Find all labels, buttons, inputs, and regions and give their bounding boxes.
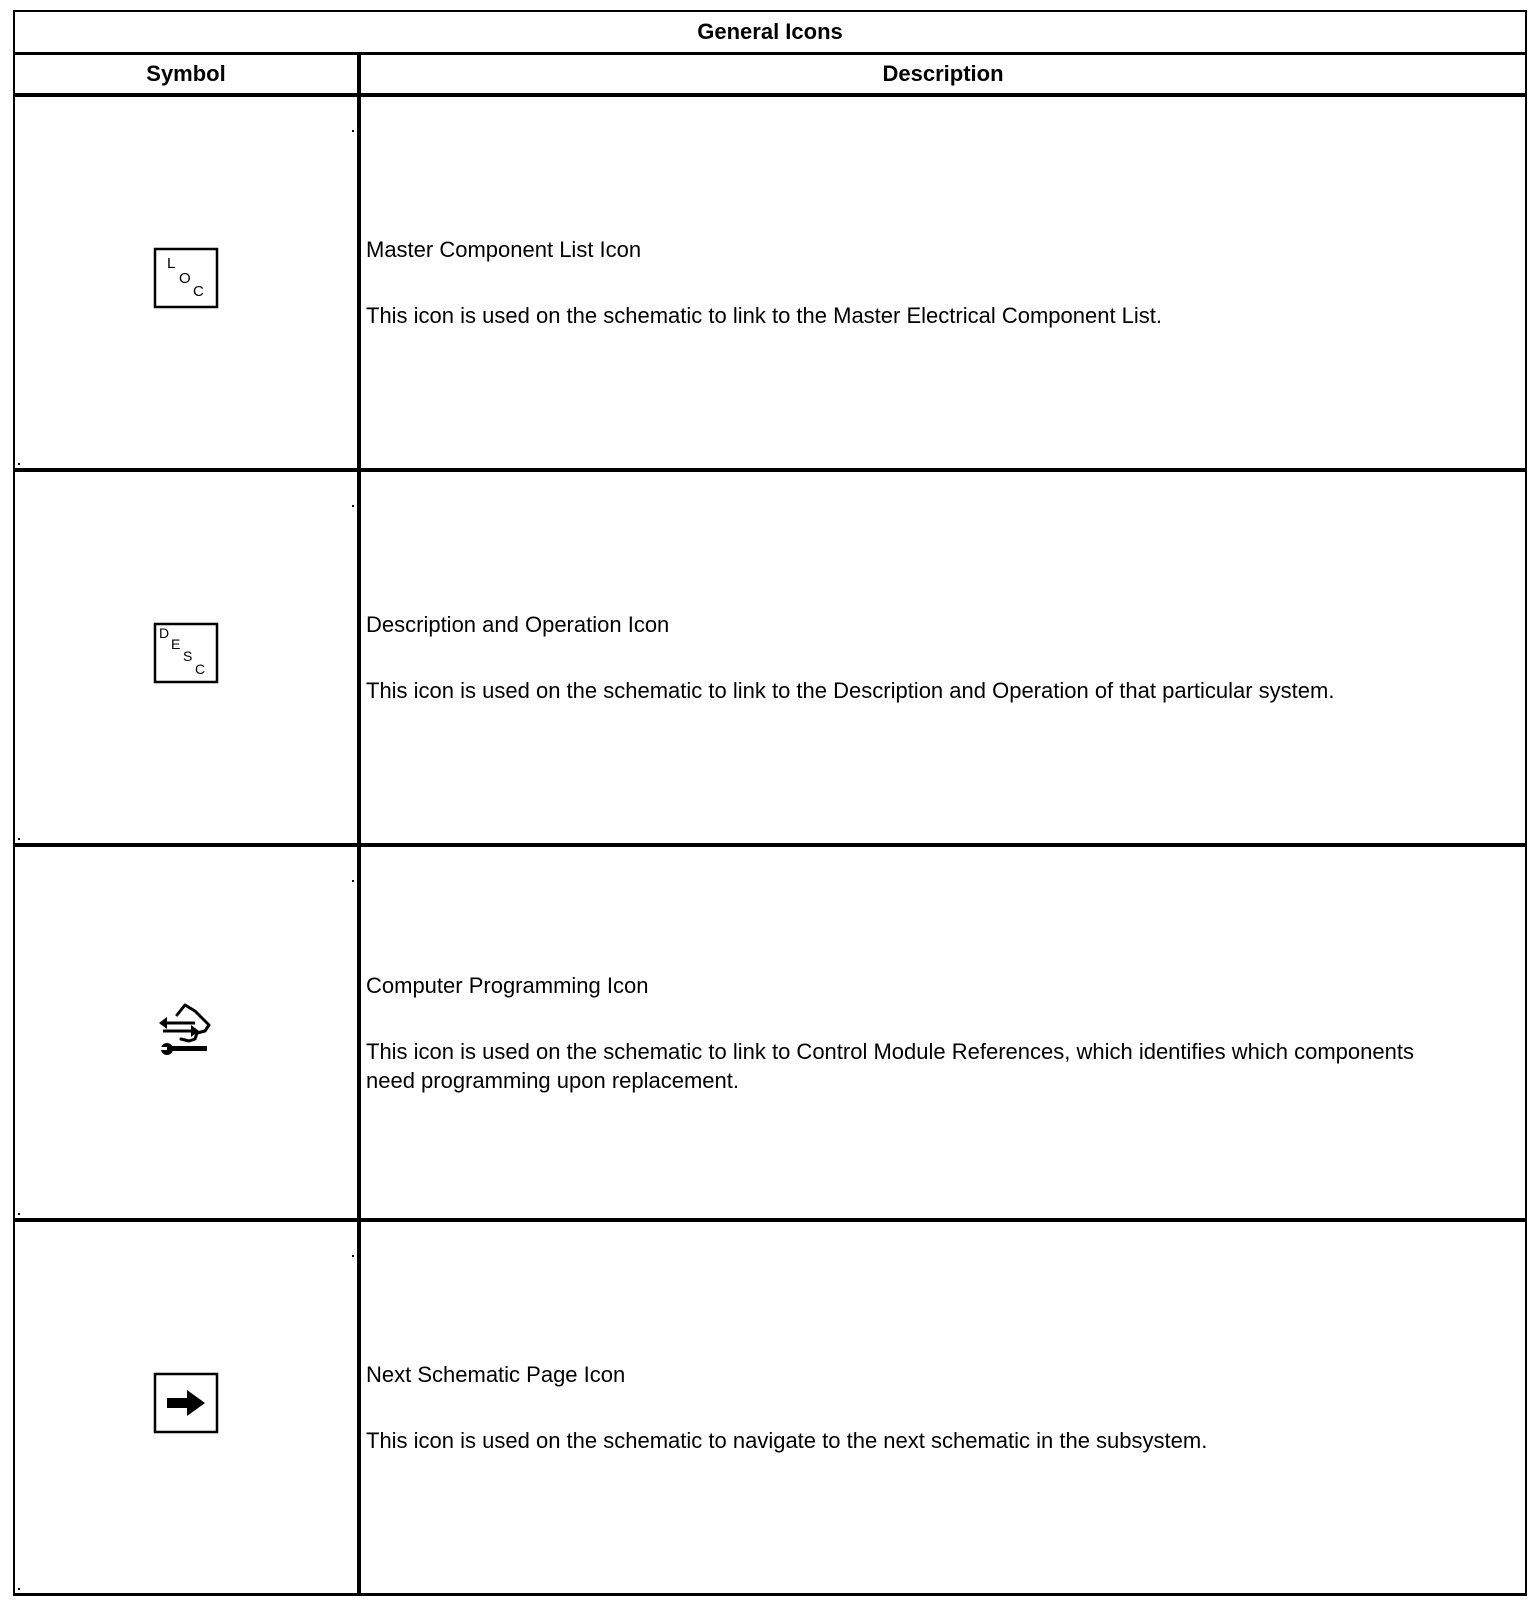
table-row	[14, 470, 1526, 845]
svg-text:C: C	[195, 661, 206, 677]
row-title: Master Component List Icon	[366, 237, 642, 262]
table-row	[14, 845, 1526, 1220]
dot-mark	[352, 1255, 354, 1257]
next-page-arrow-icon	[153, 1372, 219, 1438]
svg-text:C: C	[193, 283, 204, 300]
row-title: Next Schematic Page Icon	[366, 1362, 626, 1387]
row-description: This icon is used on the schematic to link to the Description and Operation of that particular system.	[366, 678, 1335, 703]
symbol-cell	[14, 845, 359, 1220]
row-description: This icon is used on the schematic to link to the Master Electrical Component List.	[366, 303, 1163, 328]
row-title: Computer Programming Icon	[366, 972, 649, 998]
header-row	[14, 54, 1526, 96]
loc-icon	[153, 247, 219, 313]
table-row	[14, 95, 1526, 470]
description-cell	[359, 470, 1526, 845]
computer-programming-icon	[153, 997, 219, 1063]
row-description: This icon is used on the schematic to navigate to the next schematic in the subsystem.	[366, 1428, 1208, 1453]
dot-mark	[352, 505, 354, 507]
desc-icon	[153, 622, 219, 688]
dot-mark	[352, 880, 354, 882]
title-row	[14, 11, 1526, 54]
row-title: Description and Operation Icon	[366, 612, 670, 637]
symbol-cell	[14, 95, 359, 470]
symbol-column-header: Symbol	[14, 54, 359, 96]
description-cell	[359, 845, 1526, 1220]
dot-mark	[18, 1213, 20, 1215]
svg-text:O: O	[179, 270, 191, 287]
dot-mark	[18, 463, 20, 465]
dot-mark	[18, 838, 20, 840]
row-description: This icon is used on the schematic to link to Control Module References, which identifies which components need programming upon replacement.	[366, 1038, 1414, 1093]
svg-text:E: E	[171, 636, 181, 652]
svg-text:L: L	[167, 255, 176, 272]
table-title: General Icons	[14, 11, 1526, 54]
dot-mark	[18, 1588, 20, 1590]
description-cell	[359, 95, 1526, 470]
svg-text:D: D	[159, 625, 170, 641]
symbol-cell	[14, 470, 359, 845]
general-icons-table	[13, 10, 1527, 1596]
symbol-cell	[14, 1220, 359, 1595]
table-row	[14, 1220, 1526, 1595]
description-cell	[359, 1220, 1526, 1595]
dot-mark	[352, 130, 354, 132]
description-column-header: Description	[359, 54, 1526, 96]
svg-text:S: S	[183, 648, 193, 664]
